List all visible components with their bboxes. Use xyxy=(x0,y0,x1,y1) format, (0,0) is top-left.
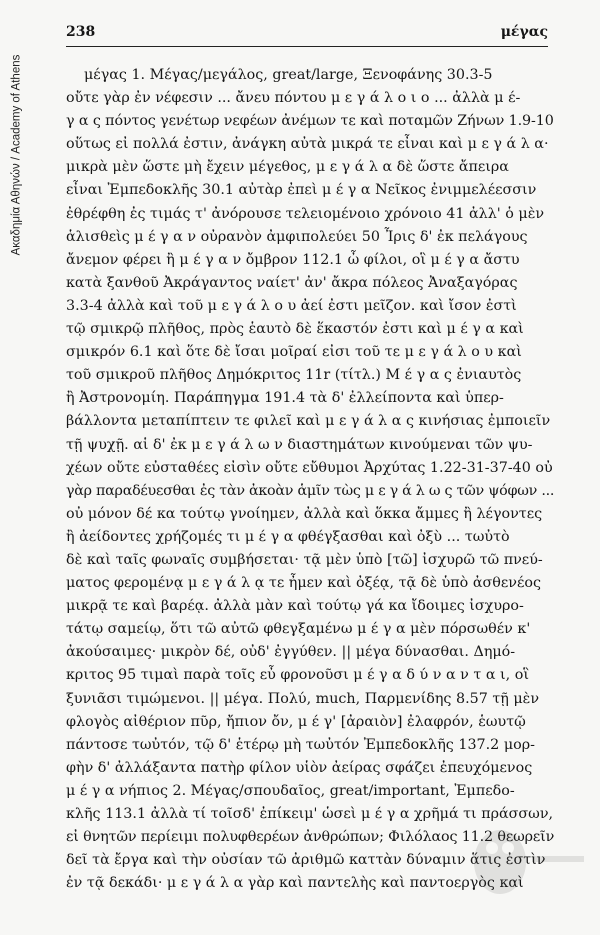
text-line: ἐθρέφθη ἐς τιμάς τ' ἀνόρουσε τελειομένοιο χρόνοιο 41 ἀλλ' ὁ μὲν xyxy=(66,205,545,222)
text-line: γὰρ παραδέυεσθαι ἐς τὰν ἀκοὰν ἁμῖν τὼς μ ε γ ά λ ω ς τῶν ψόφων ... xyxy=(66,482,554,499)
text-line: οὕτως εἰ πολλά ἐστιν, ἀνάγκη αὐτὰ μικρά τε εἶναι καὶ μ ε γ ά λ α· xyxy=(66,136,549,153)
text-line: τάτῳ σαμείῳ, ὅτι τῶ αὐτῶ φθεγξαμένω μ έ γ α μὲν πόρσωθέν κ' xyxy=(66,621,531,638)
text-line: φὴν δ' ἀλλάξαντα πατὴρ φίλον υἱὸν ἀείρας σφάζει ἐπευχόμενος xyxy=(66,759,533,776)
text-line: ματος φερομένᾳ μ ε γ ά λ ᾳ τε ἦμεν καὶ ὀξέᾳ, τᾷ δὲ ὑπὸ ἀσθενέος xyxy=(66,575,541,592)
text-line: ξυνιᾶσι τιμώμενοι. || μέγα. Πολύ, much, Παρμενίδης 8.57 τῇ μὲν xyxy=(66,690,540,707)
text-line: ἢ Ἀστρονομίη. Παράπηγμα 191.4 τὰ δ' ἐλλείποντα καὶ ὑπερ- xyxy=(66,390,504,407)
text-line: πάντοσε τωὐτόν, τῷ δ' ἑτέρῳ μὴ τωὐτόν Ἐμπεδοκλῆς 137.2 μορ- xyxy=(66,736,535,753)
text-line: τῷ σμικρῷ πλῆθος, πρὸς ἑαυτὸ δὲ ἕκαστόν ἐστι καὶ μ έ γ α καὶ xyxy=(66,321,524,338)
text-line: ἐν τᾷ δεκάδι· μ ε γ ά λ α γὰρ καὶ παντελὴς καὶ παντοεργὸς καὶ xyxy=(66,875,524,892)
text-line: βάλλοντα μεταπίπτειν τε φιλεῖ καὶ μ ε γ ά λ α ς κινήσιας ἐμποιεῖν xyxy=(66,413,551,430)
text-line: ἀκούσαιμες· μικρὸν δέ, οὐδ' ἐγγύθεν. || μέγα δύνασθαι. Δημό- xyxy=(66,644,516,661)
page-number: 238 xyxy=(66,24,96,40)
publisher-credit-text: Ακαδημία Αθηνών / Academy of Athens xyxy=(10,54,23,256)
text-line: ἢ ἀείδοντες χρήζομές τι μ έ γ α φθέγξασθαι καὶ ὀξὺ ... τωὐτὸ xyxy=(66,528,510,545)
dictionary-entry-text xyxy=(66,64,554,895)
text-line: φλογὸς αἰθέριον πῦρ, ἤπιον ὄν, μ έ γ' [ἀραιὸν] ἐλαφρόν, ἑωυτῷ xyxy=(66,713,526,730)
text-line: κλῆς 113.1 ἀλλὰ τί τοῖσδ' ἐπίκειμ' ὡσεὶ μ έ γ α χρῆμά τι πράσσων, xyxy=(66,806,554,822)
watermark-owl-icon xyxy=(440,812,590,902)
header-rule xyxy=(66,46,548,47)
text-line: ἁλισθεὶς μ έ γ α ν οὐρανὸν ἀμφιπολεύει 50 Ἶρις δ' ἐκ πελάγους xyxy=(66,228,528,245)
running-header xyxy=(66,20,548,44)
text-line: τῇ ψυχῇ. αἱ δ' ἐκ μ ε γ ά λ ω ν διαστημάτων κινούμεναι τῶν ψυ- xyxy=(66,436,533,453)
text-line: κριτος 95 τιμαὶ παρὰ τοῖς εὖ φρονοῦσι μ έ γ α δ ύ ν α ν τ α ι, οἳ xyxy=(66,667,529,684)
running-head-title: μέγας xyxy=(500,24,548,40)
publisher-credit xyxy=(5,40,27,270)
text-line: μέγας 1. Μέγας/μεγάλος, great/large, Ξενοφάνης 30.3-5 xyxy=(84,67,493,83)
text-line: χέων οὔτε εὐσταθέες εἰσὶν οὔτε εὔθυμοι Ἀρχύτας 1.22-31-37-40 οὐ xyxy=(66,459,553,476)
text-line: κατὰ ξανθοῦ Ἀκράγαντος ναίετ' ἀν' ἄκρα πόλεος Ἀναξαγόρας xyxy=(66,274,518,291)
text-line: 3.3-4 ἀλλὰ καὶ τοῦ μ ε γ ά λ ο υ ἀεί ἐστι μεῖζον. καὶ ἴσον ἐστὶ xyxy=(66,297,517,314)
text-line: ἄνεμον φέρει ἢ μ έ γ α ν ὄμβρον 112.1 ὦ φίλοι, οἳ μ έ γ α ἄστυ xyxy=(66,251,520,268)
text-line: δὲ καὶ ταῖς φωναῖς συμβήσεται· τᾷ μὲν ὑπὸ [τῶ] ἰσχυρῶ τῶ πνεύ- xyxy=(66,551,543,568)
text-line: μικρὰ μὲν ὥστε μὴ ἔχειν μέγεθος, μ ε γ ά λ α δὲ ὥστε ἄπειρα xyxy=(66,159,509,176)
text-line: μ έ γ α νήπιος 2. Μέγας/σπουδαῖος, great/important, Ἐμπεδο- xyxy=(66,782,515,799)
text-line: οὔτε γὰρ ἐν νέφεσιν ... ἄνευ πόντου μ ε γ ά λ ο ι ο ... ἀλλὰ μ έ- xyxy=(66,90,521,107)
text-line: οὐ μόνον δέ κα τούτῳ γνοίημεν, ἀλλὰ καὶ ὅκκα ἄμμες ἢ λέγοντες xyxy=(66,505,543,522)
text-line: μικρᾷ τε καὶ βαρέᾳ. ἀλλὰ μὰν καὶ τούτῳ γά κα ἴδοιμες ἰσχυρο- xyxy=(66,598,524,615)
text-line: σμικρόν 6.1 καὶ ὅτε δὲ ἴσαι μοῖραί εἰσι τοῦ τε μ ε γ ά λ ο υ καὶ xyxy=(66,344,522,361)
text-line: τοῦ σμικροῦ πλῆθος Δημόκριτος 11r (τίτλ.) Μ έ γ α ς ἐνιαυτὸς xyxy=(66,367,522,384)
text-line: γ α ς πόντος γενέτωρ νεφέων ἀνέμων τε καὶ ποταμῶν Ζήνων 1.9-10 xyxy=(66,113,554,130)
text-line: εἰ θνητῶν περίειμι πολυφθερέων ἀνθρώπων; Φιλόλαος 11.2 θεωρεῖν xyxy=(66,829,554,846)
text-line: εἶναι Ἐμπεδοκλῆς 30.1 αὐτὰρ ἐπεὶ μ έ γ α Νεῖκος ἐνιμμελέεσσιν xyxy=(66,182,537,199)
text-line: δεῖ τὰ ἔργα καὶ τὴν οὐσίαν τῶ ἀριθμῶ καττὰν δύναμιν ἅτις ἐστὶν xyxy=(66,852,546,869)
